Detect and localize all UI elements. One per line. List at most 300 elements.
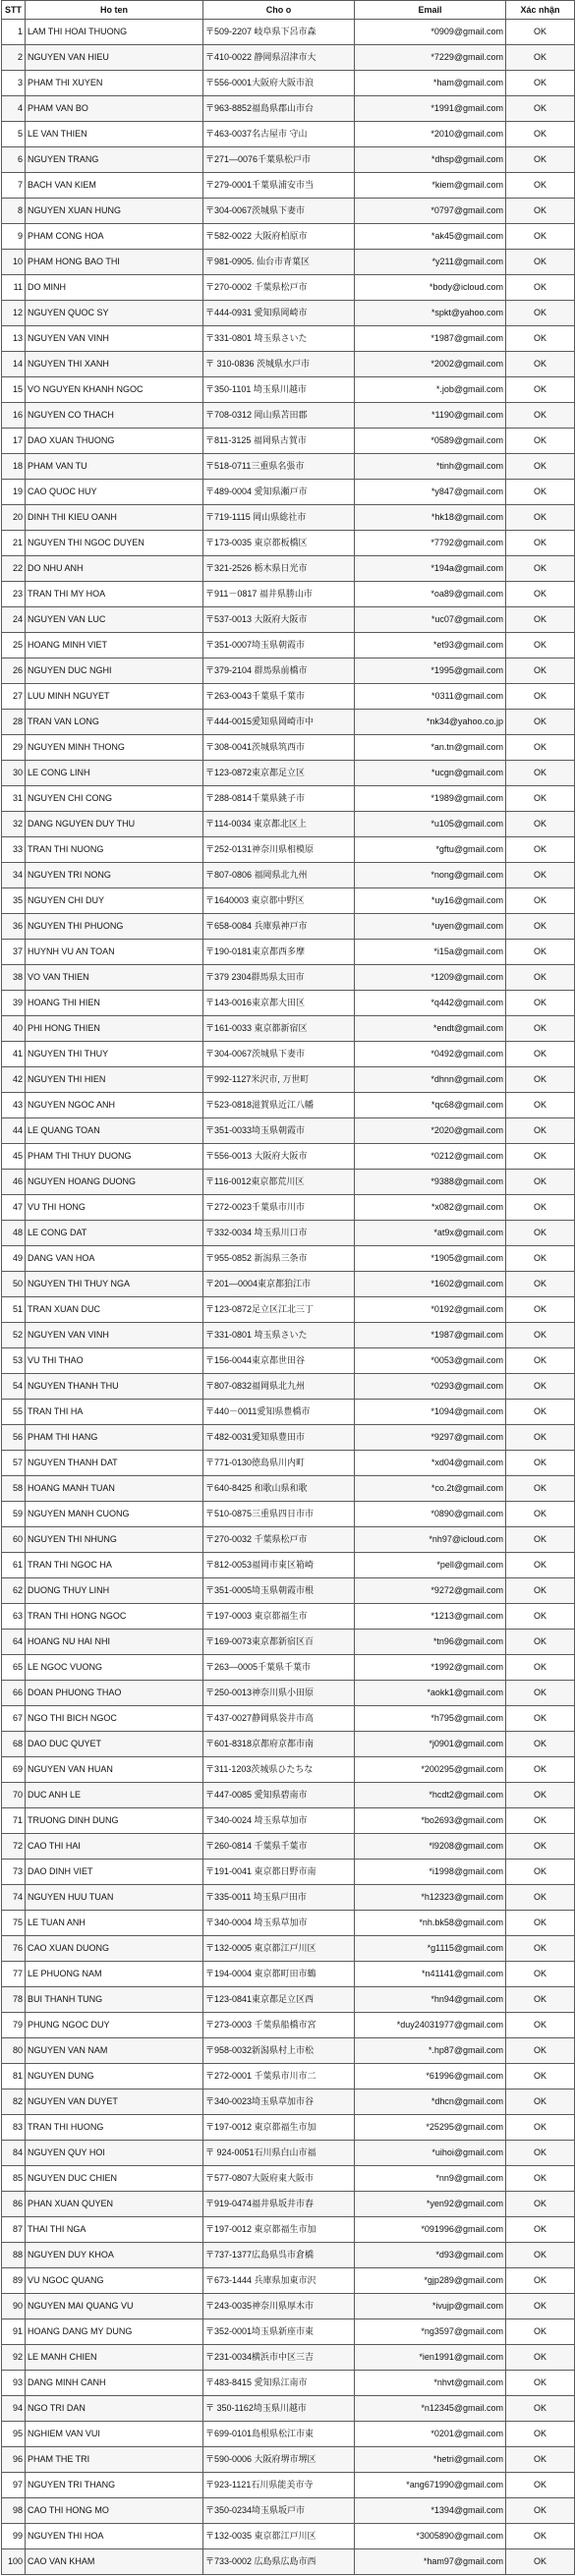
address-cell[interactable]: 〒332-0034 埼玉県川口市: [203, 1221, 355, 1246]
row-number[interactable]: 2: [2, 45, 26, 71]
full-name-cell[interactable]: NGUYEN VAN DUYET: [26, 2089, 203, 2115]
email-cell[interactable]: *hn94@gmail.com: [355, 1987, 506, 2013]
confirmation-cell[interactable]: OK: [506, 2243, 575, 2268]
confirmation-cell[interactable]: OK: [506, 863, 575, 888]
full-name-cell[interactable]: HOANG THI HIEN: [26, 991, 203, 1016]
email-cell[interactable]: *1992@gmail.com: [355, 1655, 506, 1681]
confirmation-cell[interactable]: OK: [506, 1936, 575, 1962]
full-name-cell[interactable]: LE NGOC VUONG: [26, 1655, 203, 1681]
address-cell[interactable]: 〒304-0067茨城県下妻市: [203, 199, 355, 224]
address-cell[interactable]: 〒272-0023千葉県市川市: [203, 1195, 355, 1221]
row-number[interactable]: 87: [2, 2217, 26, 2243]
full-name-cell[interactable]: NGUYEN TRI THANG: [26, 2473, 203, 2498]
row-number[interactable]: 33: [2, 837, 26, 863]
address-cell[interactable]: 〒123-0872東京都足立区: [203, 761, 355, 786]
confirmation-cell[interactable]: OK: [506, 352, 575, 377]
address-cell[interactable]: 〒807-0832福岡県北九州: [203, 1374, 355, 1400]
full-name-cell[interactable]: NGUYEN VAN VINH: [26, 1323, 203, 1348]
row-number[interactable]: 60: [2, 1527, 26, 1553]
email-cell[interactable]: *0053@gmail.com: [355, 1348, 506, 1374]
row-number[interactable]: 31: [2, 786, 26, 812]
confirmation-cell[interactable]: OK: [506, 1502, 575, 1527]
full-name-cell[interactable]: CAO QUOC HUY: [26, 480, 203, 505]
confirmation-cell[interactable]: OK: [506, 454, 575, 480]
row-number[interactable]: 69: [2, 1757, 26, 1783]
full-name-cell[interactable]: TRAN THI HONG NGOC: [26, 1604, 203, 1630]
email-cell[interactable]: *tn96@gmail.com: [355, 1630, 506, 1655]
full-name-cell[interactable]: NGUYEN NGOC ANH: [26, 1093, 203, 1118]
confirmation-cell[interactable]: OK: [506, 1323, 575, 1348]
confirmation-cell[interactable]: OK: [506, 991, 575, 1016]
address-cell[interactable]: 〒919-0474福井県坂井市春: [203, 2192, 355, 2217]
email-cell[interactable]: *1209@gmail.com: [355, 965, 506, 991]
full-name-cell[interactable]: VU NGOC QUANG: [26, 2268, 203, 2294]
full-name-cell[interactable]: NGUYEN VAN HUAN: [26, 1757, 203, 1783]
row-number[interactable]: 86: [2, 2192, 26, 2217]
confirmation-cell[interactable]: OK: [506, 2064, 575, 2089]
confirmation-cell[interactable]: OK: [506, 1630, 575, 1655]
full-name-cell[interactable]: TRAN THI MY HOA: [26, 582, 203, 607]
email-cell[interactable]: *oa89@gmail.com: [355, 582, 506, 607]
email-cell[interactable]: *at9x@gmail.com: [355, 1221, 506, 1246]
full-name-cell[interactable]: THAI THI NGA: [26, 2217, 203, 2243]
email-cell[interactable]: *body@icloud.com: [355, 275, 506, 301]
email-cell[interactable]: *qc68@gmail.com: [355, 1093, 506, 1118]
row-number[interactable]: 53: [2, 1348, 26, 1374]
email-cell[interactable]: *h795@gmail.com: [355, 1706, 506, 1732]
full-name-cell[interactable]: LE MANH CHIEN: [26, 2345, 203, 2371]
email-cell[interactable]: *25295@gmail.com: [355, 2115, 506, 2141]
email-cell[interactable]: *1394@gmail.com: [355, 2498, 506, 2524]
full-name-cell[interactable]: NGUYEN THANH THU: [26, 1374, 203, 1400]
email-cell[interactable]: *ng3597@gmail.com: [355, 2319, 506, 2345]
confirmation-cell[interactable]: OK: [506, 2038, 575, 2064]
row-number[interactable]: 22: [2, 556, 26, 582]
email-cell[interactable]: *1094@gmail.com: [355, 1400, 506, 1425]
full-name-cell[interactable]: NGUYEN VAN LUC: [26, 607, 203, 633]
address-cell[interactable]: 〒350-0234埼玉県坂戸市: [203, 2498, 355, 2524]
email-cell[interactable]: *g1115@gmail.com: [355, 1936, 506, 1962]
confirmation-cell[interactable]: OK: [506, 556, 575, 582]
email-cell[interactable]: *n41141@gmail.com: [355, 1962, 506, 1987]
email-cell[interactable]: *1905@gmail.com: [355, 1246, 506, 1272]
full-name-cell[interactable]: BUI THANH TUNG: [26, 1987, 203, 2013]
confirmation-cell[interactable]: OK: [506, 1578, 575, 1604]
full-name-cell[interactable]: NGUYEN DUNG: [26, 2064, 203, 2089]
email-cell[interactable]: *dhcn@gmail.com: [355, 2089, 506, 2115]
row-number[interactable]: 58: [2, 1476, 26, 1502]
row-number[interactable]: 15: [2, 377, 26, 403]
address-cell[interactable]: 〒719-1115 岡山県総社市: [203, 505, 355, 531]
row-number[interactable]: 16: [2, 403, 26, 429]
confirmation-cell[interactable]: OK: [506, 2371, 575, 2396]
email-cell[interactable]: *x082@gmail.com: [355, 1195, 506, 1221]
email-cell[interactable]: *61996@gmail.com: [355, 2064, 506, 2089]
confirmation-cell[interactable]: OK: [506, 914, 575, 940]
confirmation-cell[interactable]: OK: [506, 1400, 575, 1425]
full-name-cell[interactable]: CAO VAN KHAM: [26, 2549, 203, 2575]
full-name-cell[interactable]: NGUYEN MANH CUONG: [26, 1502, 203, 1527]
email-cell[interactable]: *9272@gmail.com: [355, 1578, 506, 1604]
email-cell[interactable]: *0311@gmail.com: [355, 684, 506, 710]
row-number[interactable]: 17: [2, 429, 26, 454]
confirmation-cell[interactable]: OK: [506, 224, 575, 250]
full-name-cell[interactable]: NGUYEN QUY HOI: [26, 2141, 203, 2166]
full-name-cell[interactable]: NGUYEN MAI QUANG VU: [26, 2294, 203, 2319]
row-number[interactable]: 45: [2, 1144, 26, 1170]
confirmation-cell[interactable]: OK: [506, 1706, 575, 1732]
address-cell[interactable]: 〒308-0041茨城県筑西市: [203, 735, 355, 761]
email-cell[interactable]: *1213@gmail.com: [355, 1604, 506, 1630]
full-name-cell[interactable]: NGUYEN TRI NONG: [26, 863, 203, 888]
email-cell[interactable]: *1987@gmail.com: [355, 1323, 506, 1348]
address-cell[interactable]: 〒190-0181東京都西多摩: [203, 940, 355, 965]
address-cell[interactable]: 〒271—0076千葉県松戸市: [203, 147, 355, 173]
full-name-cell[interactable]: DAO DINH VIET: [26, 1860, 203, 1885]
row-number[interactable]: 11: [2, 275, 26, 301]
address-cell[interactable]: 〒 924-0051石川県白山市福: [203, 2141, 355, 2166]
row-number[interactable]: 64: [2, 1630, 26, 1655]
email-cell[interactable]: *7792@gmail.com: [355, 531, 506, 556]
address-cell[interactable]: 〒537-0013 大阪府大阪市: [203, 607, 355, 633]
address-cell[interactable]: 〒510-0875三重県四日市市: [203, 1502, 355, 1527]
email-cell[interactable]: *hk18@gmail.com: [355, 505, 506, 531]
confirmation-cell[interactable]: OK: [506, 2294, 575, 2319]
address-cell[interactable]: 〒 350-1162埼玉県川越市: [203, 2396, 355, 2422]
full-name-cell[interactable]: VU THI HONG: [26, 1195, 203, 1221]
row-number[interactable]: 24: [2, 607, 26, 633]
address-cell[interactable]: 〒437-0027静岡県袋井市高: [203, 1706, 355, 1732]
confirmation-cell[interactable]: OK: [506, 1374, 575, 1400]
row-number[interactable]: 29: [2, 735, 26, 761]
address-cell[interactable]: 〒447-0085 愛知県碧南市: [203, 1783, 355, 1808]
row-number[interactable]: 96: [2, 2447, 26, 2473]
full-name-cell[interactable]: NGUYEN THI HIEN: [26, 1067, 203, 1093]
confirmation-cell[interactable]: OK: [506, 2192, 575, 2217]
row-number[interactable]: 34: [2, 863, 26, 888]
row-number[interactable]: 4: [2, 96, 26, 122]
full-name-cell[interactable]: NGUYEN THI NHUNG: [26, 1527, 203, 1553]
full-name-cell[interactable]: NGUYEN VAN HIEU: [26, 45, 203, 71]
full-name-cell[interactable]: PHAM VAN TU: [26, 454, 203, 480]
row-number[interactable]: 66: [2, 1681, 26, 1706]
address-cell[interactable]: 〒640-8425 和歌山県和歌: [203, 1476, 355, 1502]
row-number[interactable]: 65: [2, 1655, 26, 1681]
address-cell[interactable]: 〒263—0005千葉県千葉市: [203, 1655, 355, 1681]
email-cell[interactable]: *n12345@gmail.com: [355, 2396, 506, 2422]
confirmation-cell[interactable]: OK: [506, 2473, 575, 2498]
email-cell[interactable]: *0293@gmail.com: [355, 1374, 506, 1400]
full-name-cell[interactable]: NGUYEN CO THACH: [26, 403, 203, 429]
confirmation-cell[interactable]: OK: [506, 403, 575, 429]
header-address[interactable]: Cho o: [203, 1, 355, 20]
confirmation-cell[interactable]: OK: [506, 2524, 575, 2549]
confirmation-cell[interactable]: OK: [506, 1297, 575, 1323]
address-cell[interactable]: 〒201—0004東京都狛江市: [203, 1272, 355, 1297]
email-cell[interactable]: *i1998@gmail.com: [355, 1860, 506, 1885]
confirmation-cell[interactable]: OK: [506, 1118, 575, 1144]
confirmation-cell[interactable]: OK: [506, 940, 575, 965]
confirmation-cell[interactable]: OK: [506, 710, 575, 735]
confirmation-cell[interactable]: OK: [506, 607, 575, 633]
address-cell[interactable]: 〒123-0841東京都足立区西: [203, 1987, 355, 2013]
confirmation-cell[interactable]: OK: [506, 1732, 575, 1757]
email-cell[interactable]: *200295@gmail.com: [355, 1757, 506, 1783]
confirmation-cell[interactable]: OK: [506, 326, 575, 352]
email-cell[interactable]: *0589@gmail.com: [355, 429, 506, 454]
confirmation-cell[interactable]: OK: [506, 837, 575, 863]
confirmation-cell[interactable]: OK: [506, 1681, 575, 1706]
full-name-cell[interactable]: NGHIEM VAN VUI: [26, 2422, 203, 2447]
address-cell[interactable]: 〒273-0003 千葉県船橋市宮: [203, 2013, 355, 2038]
full-name-cell[interactable]: NGUYEN HOANG DUONG: [26, 1170, 203, 1195]
confirmation-cell[interactable]: OK: [506, 1144, 575, 1170]
full-name-cell[interactable]: DAO XUAN THUONG: [26, 429, 203, 454]
address-cell[interactable]: 〒331-0801 埼玉県さいた: [203, 1323, 355, 1348]
row-number[interactable]: 85: [2, 2166, 26, 2192]
full-name-cell[interactable]: DINH THI KIEU OANH: [26, 505, 203, 531]
row-number[interactable]: 3: [2, 71, 26, 96]
confirmation-cell[interactable]: OK: [506, 2498, 575, 2524]
email-cell[interactable]: *pell@gmail.com: [355, 1553, 506, 1578]
full-name-cell[interactable]: NGUYEN DUC CHIEN: [26, 2166, 203, 2192]
full-name-cell[interactable]: NGUYEN DUY KHOA: [26, 2243, 203, 2268]
address-cell[interactable]: 〒114-0034 東京都北区上: [203, 812, 355, 837]
row-number[interactable]: 28: [2, 710, 26, 735]
header-email[interactable]: Email: [355, 1, 506, 20]
full-name-cell[interactable]: TRAN VAN LONG: [26, 710, 203, 735]
email-cell[interactable]: *2002@gmail.com: [355, 352, 506, 377]
address-cell[interactable]: 〒444-0015愛知県岡崎市中: [203, 710, 355, 735]
confirmation-cell[interactable]: OK: [506, 122, 575, 147]
full-name-cell[interactable]: DANG NGUYEN DUY THU: [26, 812, 203, 837]
email-cell[interactable]: *nh97@icloud.com: [355, 1527, 506, 1553]
full-name-cell[interactable]: NGUYEN THI THUY NGA: [26, 1272, 203, 1297]
header-confirmation[interactable]: Xác nhận: [506, 1, 575, 20]
full-name-cell[interactable]: DO NHU ANH: [26, 556, 203, 582]
address-cell[interactable]: 〒156-0044東京都世田谷: [203, 1348, 355, 1374]
address-cell[interactable]: 〒489-0004 愛知県瀬戸市: [203, 480, 355, 505]
row-number[interactable]: 52: [2, 1323, 26, 1348]
email-cell[interactable]: *endt@gmail.com: [355, 1016, 506, 1042]
full-name-cell[interactable]: PHAM CONG HOA: [26, 224, 203, 250]
confirmation-cell[interactable]: OK: [506, 1757, 575, 1783]
row-number[interactable]: 32: [2, 812, 26, 837]
full-name-cell[interactable]: HOANG MINH VIET: [26, 633, 203, 658]
row-number[interactable]: 92: [2, 2345, 26, 2371]
address-cell[interactable]: 〒304-0067茨城県下妻市: [203, 1042, 355, 1067]
row-number[interactable]: 20: [2, 505, 26, 531]
address-cell[interactable]: 〒351-0033埼玉県朝霞市: [203, 1118, 355, 1144]
confirmation-cell[interactable]: OK: [506, 2141, 575, 2166]
address-cell[interactable]: 〒958-0032新潟県村上市松: [203, 2038, 355, 2064]
row-number[interactable]: 83: [2, 2115, 26, 2141]
header-stt[interactable]: STT: [2, 1, 26, 20]
email-cell[interactable]: *kiem@gmail.com: [355, 173, 506, 199]
address-cell[interactable]: 〒272-0001 千葉県市川市二: [203, 2064, 355, 2089]
confirmation-cell[interactable]: OK: [506, 250, 575, 275]
row-number[interactable]: 48: [2, 1221, 26, 1246]
address-cell[interactable]: 〒812-0053福岡市東区箱崎: [203, 1553, 355, 1578]
confirmation-cell[interactable]: OK: [506, 684, 575, 710]
confirmation-cell[interactable]: OK: [506, 1885, 575, 1911]
address-cell[interactable]: 〒231-0034横浜市中区三吉: [203, 2345, 355, 2371]
address-cell[interactable]: 〒601-8318京都府京都市南: [203, 1732, 355, 1757]
email-cell[interactable]: *.job@gmail.com: [355, 377, 506, 403]
full-name-cell[interactable]: DOAN PHUONG THAO: [26, 1681, 203, 1706]
address-cell[interactable]: 〒771-0130徳島県川内町: [203, 1451, 355, 1476]
confirmation-cell[interactable]: OK: [506, 71, 575, 96]
row-number[interactable]: 75: [2, 1911, 26, 1936]
email-cell[interactable]: *uihoi@gmail.com: [355, 2141, 506, 2166]
confirmation-cell[interactable]: OK: [506, 812, 575, 837]
row-number[interactable]: 18: [2, 454, 26, 480]
confirmation-cell[interactable]: OK: [506, 2217, 575, 2243]
address-cell[interactable]: 〒923-1121石川県能美市寺: [203, 2473, 355, 2498]
address-cell[interactable]: 〒197-0012 東京都福生市加: [203, 2217, 355, 2243]
address-cell[interactable]: 〒509-2207 岐阜県下呂市森: [203, 20, 355, 45]
email-cell[interactable]: *yen92@gmail.com: [355, 2192, 506, 2217]
email-cell[interactable]: *ham97@gmail.com: [355, 2549, 506, 2575]
row-number[interactable]: 59: [2, 1502, 26, 1527]
email-cell[interactable]: *0909@gmail.com: [355, 20, 506, 45]
confirmation-cell[interactable]: OK: [506, 761, 575, 786]
email-cell[interactable]: *ham@gmail.com: [355, 71, 506, 96]
confirmation-cell[interactable]: OK: [506, 301, 575, 326]
address-cell[interactable]: 〒963-8852福島県郡山市台: [203, 96, 355, 122]
header-name[interactable]: Ho ten: [26, 1, 203, 20]
full-name-cell[interactable]: NGUYEN TRANG: [26, 147, 203, 173]
address-cell[interactable]: 〒351-0005埼玉県朝霞市根: [203, 1578, 355, 1604]
row-number[interactable]: 12: [2, 301, 26, 326]
email-cell[interactable]: *hcdt2@gmail.com: [355, 1783, 506, 1808]
row-number[interactable]: 35: [2, 888, 26, 914]
address-cell[interactable]: 〒444-0931 愛知県岡崎市: [203, 301, 355, 326]
address-cell[interactable]: 〒379-2104 群馬県前橋市: [203, 658, 355, 684]
confirmation-cell[interactable]: OK: [506, 1834, 575, 1860]
address-cell[interactable]: 〒340-0024 埼玉県草加市: [203, 1808, 355, 1834]
address-cell[interactable]: 〒263-0043千葉県千葉市: [203, 684, 355, 710]
confirmation-cell[interactable]: OK: [506, 1604, 575, 1630]
email-cell[interactable]: *uy16@gmail.com: [355, 888, 506, 914]
full-name-cell[interactable]: TRAN THI NUONG: [26, 837, 203, 863]
confirmation-cell[interactable]: OK: [506, 582, 575, 607]
row-number[interactable]: 5: [2, 122, 26, 147]
full-name-cell[interactable]: LAM THI HOAI THUONG: [26, 20, 203, 45]
full-name-cell[interactable]: PHUNG NGOC DUY: [26, 2013, 203, 2038]
email-cell[interactable]: *ivujp@gmail.com: [355, 2294, 506, 2319]
confirmation-cell[interactable]: OK: [506, 2396, 575, 2422]
full-name-cell[interactable]: NGUYEN THI THUY: [26, 1042, 203, 1067]
email-cell[interactable]: *duy24031977@gmail.com: [355, 2013, 506, 2038]
email-cell[interactable]: *0797@gmail.com: [355, 199, 506, 224]
row-number[interactable]: 39: [2, 991, 26, 1016]
row-number[interactable]: 25: [2, 633, 26, 658]
row-number[interactable]: 98: [2, 2498, 26, 2524]
email-cell[interactable]: *nn9@gmail.com: [355, 2166, 506, 2192]
confirmation-cell[interactable]: OK: [506, 1246, 575, 1272]
confirmation-cell[interactable]: OK: [506, 377, 575, 403]
full-name-cell[interactable]: NGO TRI DAN: [26, 2396, 203, 2422]
confirmation-cell[interactable]: OK: [506, 199, 575, 224]
email-cell[interactable]: *i15a@gmail.com: [355, 940, 506, 965]
full-name-cell[interactable]: TRAN THI HUONG: [26, 2115, 203, 2141]
full-name-cell[interactable]: LE QUANG TOAN: [26, 1118, 203, 1144]
email-cell[interactable]: *ien1991@gmail.com: [355, 2345, 506, 2371]
full-name-cell[interactable]: LE CONG LINH: [26, 761, 203, 786]
address-cell[interactable]: 〒577-0807大阪府東大阪市: [203, 2166, 355, 2192]
confirmation-cell[interactable]: OK: [506, 1042, 575, 1067]
address-cell[interactable]: 〒252-0131神奈川県相模原: [203, 837, 355, 863]
row-number[interactable]: 19: [2, 480, 26, 505]
address-cell[interactable]: 〒911－0817 福井県勝山市: [203, 582, 355, 607]
full-name-cell[interactable]: LE TUAN ANH: [26, 1911, 203, 1936]
row-number[interactable]: 56: [2, 1425, 26, 1451]
full-name-cell[interactable]: NGUYEN MINH THONG: [26, 735, 203, 761]
address-cell[interactable]: 〒658-0084 兵庫県神戸市: [203, 914, 355, 940]
row-number[interactable]: 26: [2, 658, 26, 684]
full-name-cell[interactable]: PHAM THI XUYEN: [26, 71, 203, 96]
row-number[interactable]: 90: [2, 2294, 26, 2319]
confirmation-cell[interactable]: OK: [506, 1221, 575, 1246]
full-name-cell[interactable]: TRAN THI HA: [26, 1400, 203, 1425]
row-number[interactable]: 14: [2, 352, 26, 377]
confirmation-cell[interactable]: OK: [506, 505, 575, 531]
address-cell[interactable]: 〒340-0023埼玉県草加市谷: [203, 2089, 355, 2115]
confirmation-cell[interactable]: OK: [506, 96, 575, 122]
email-cell[interactable]: *co.2t@gmail.com: [355, 1476, 506, 1502]
row-number[interactable]: 43: [2, 1093, 26, 1118]
full-name-cell[interactable]: CAO THI HONG MO: [26, 2498, 203, 2524]
confirmation-cell[interactable]: OK: [506, 888, 575, 914]
confirmation-cell[interactable]: OK: [506, 45, 575, 71]
email-cell[interactable]: *aokk1@gmail.com: [355, 1681, 506, 1706]
full-name-cell[interactable]: PHAM HONG BAO THI: [26, 250, 203, 275]
row-number[interactable]: 72: [2, 1834, 26, 1860]
row-number[interactable]: 10: [2, 250, 26, 275]
row-number[interactable]: 99: [2, 2524, 26, 2549]
address-cell[interactable]: 〒161-0033 東京都新宿区: [203, 1016, 355, 1042]
confirmation-cell[interactable]: OK: [506, 965, 575, 991]
email-cell[interactable]: *y211@gmail.com: [355, 250, 506, 275]
row-number[interactable]: 77: [2, 1962, 26, 1987]
row-number[interactable]: 70: [2, 1783, 26, 1808]
email-cell[interactable]: *ak45@gmail.com: [355, 224, 506, 250]
row-number[interactable]: 30: [2, 761, 26, 786]
full-name-cell[interactable]: TRUONG DINH DUNG: [26, 1808, 203, 1834]
email-cell[interactable]: *u105@gmail.com: [355, 812, 506, 837]
address-cell[interactable]: 〒169-0073東京都新宿区百: [203, 1630, 355, 1655]
address-cell[interactable]: 〒699-0101島根県松江市東: [203, 2422, 355, 2447]
confirmation-cell[interactable]: OK: [506, 1527, 575, 1553]
email-cell[interactable]: *1989@gmail.com: [355, 786, 506, 812]
row-number[interactable]: 27: [2, 684, 26, 710]
full-name-cell[interactable]: DUONG THUY LINH: [26, 1578, 203, 1604]
full-name-cell[interactable]: NGUYEN VAN NAM: [26, 2038, 203, 2064]
full-name-cell[interactable]: VU THI THAO: [26, 1348, 203, 1374]
address-cell[interactable]: 〒556-0013 大阪府大阪市: [203, 1144, 355, 1170]
email-cell[interactable]: *gjp289@gmail.com: [355, 2268, 506, 2294]
row-number[interactable]: 67: [2, 1706, 26, 1732]
address-cell[interactable]: 〒582-0022 大阪府柏原市: [203, 224, 355, 250]
address-cell[interactable]: 〒194-0004 東京都町田市鶴: [203, 1962, 355, 1987]
row-number[interactable]: 9: [2, 224, 26, 250]
address-cell[interactable]: 〒321-2526 栃木県日光市: [203, 556, 355, 582]
row-number[interactable]: 81: [2, 2064, 26, 2089]
full-name-cell[interactable]: BACH VAN KIEM: [26, 173, 203, 199]
full-name-cell[interactable]: CAO XUAN DUONG: [26, 1936, 203, 1962]
address-cell[interactable]: 〒463-0037名古屋市 守山: [203, 122, 355, 147]
